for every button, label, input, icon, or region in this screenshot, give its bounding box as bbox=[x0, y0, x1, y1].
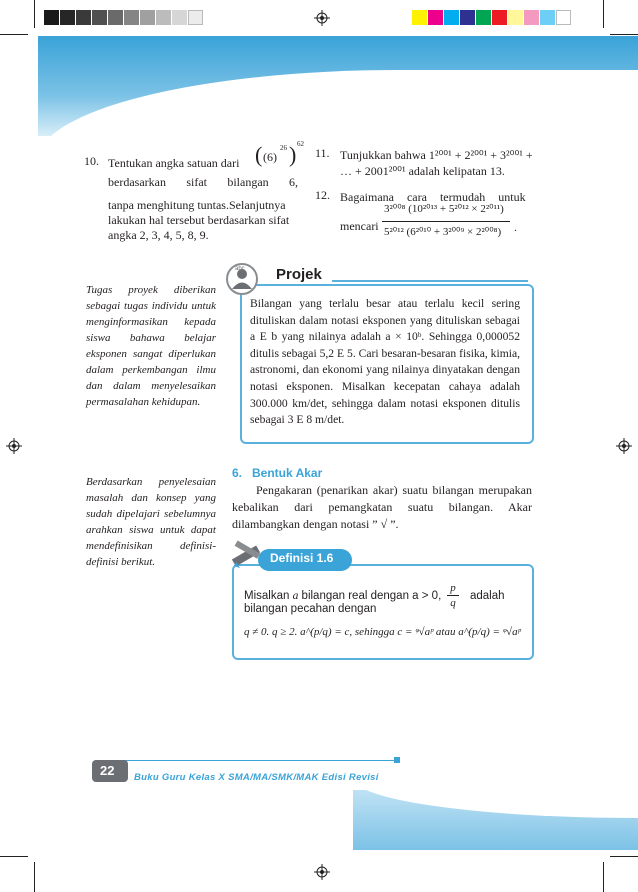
registration-mark-icon bbox=[314, 864, 330, 880]
fraction-numerator: 3²⁰⁰⁸ (10²⁰¹³ + 5²⁰¹² × 2²⁰¹¹) bbox=[384, 203, 504, 215]
projek-icon bbox=[225, 262, 259, 296]
problem-12-fraction bbox=[382, 200, 514, 244]
definition-fraction: p q bbox=[447, 582, 459, 612]
sidebar-note: Tugas proyek diberikan sebagai tugas individu untuk menginformasikan kepada siswa bahawa belajar eksponen sangat diperlukan dalam perkembangan ilmu dan dalam menyelesaikan permasalahan kehidupan. bbox=[86, 284, 216, 408]
problem-number: 12. bbox=[315, 188, 330, 202]
problem-10-line2: berdasarkan sifat bilangan 6, bbox=[108, 175, 298, 189]
crop-mark bbox=[34, 862, 35, 892]
crop-mark bbox=[610, 34, 638, 35]
definition-line1-end: adalah bbox=[470, 590, 505, 602]
registration-mark-icon bbox=[314, 10, 330, 26]
page-number: 22 bbox=[100, 763, 115, 778]
definition-title: Definisi 1.6 bbox=[270, 551, 334, 565]
problem-number: 11. bbox=[315, 146, 330, 160]
definition-line3: q ≠ 0. q ≥ 2. a^(p/q) = c, sehingga c = ᵠ√aᵖ atau a^(p/q) = ᵠ√aᵖ bbox=[244, 626, 521, 638]
crop-mark bbox=[610, 856, 638, 857]
fraction-denominator: 5²⁰¹² (6²⁰¹⁰ + 3²⁰⁰⁹ × 2²⁰⁰⁸) bbox=[384, 226, 502, 238]
crop-mark bbox=[603, 862, 604, 892]
problem-12-line1: Bagaimana cara termudah untuk bbox=[340, 190, 526, 204]
crop-mark bbox=[34, 0, 35, 28]
problem-10-line3: tanpa menghitung tuntas.Selanjutnya bbox=[108, 198, 286, 212]
svg-text:abc: abc bbox=[235, 266, 245, 272]
crop-mark bbox=[0, 34, 28, 35]
registration-mark-icon bbox=[6, 438, 22, 454]
footer-rule-end bbox=[394, 757, 400, 763]
section-paragraph: Pengakaran (penarikan akar) suatu bilangan merupakan kebalikan dari pemangkatan suatu bilangan. Akar dilambangkan dengan notasi ” √ ”. bbox=[232, 483, 532, 531]
projek-title-rule bbox=[332, 280, 528, 282]
book-title: Buku Guru Kelas X SMA/MA/SMK/MAK Edisi Revisi bbox=[134, 772, 379, 783]
crop-mark bbox=[603, 0, 604, 28]
problem-10-expression: ( (6) 26 ) 62 bbox=[255, 140, 304, 167]
problem-number: 10. bbox=[84, 154, 99, 168]
problem-11-line2: … + 2001²⁰⁰¹ adalah kelipatan 13. bbox=[340, 164, 505, 178]
fraction-bar bbox=[382, 221, 510, 222]
problem-12-mencari: mencari bbox=[340, 219, 379, 233]
projek-title: Projek bbox=[276, 266, 322, 283]
section-heading: 6. Bentuk Akar bbox=[232, 466, 323, 480]
registration-mark-icon bbox=[616, 438, 632, 454]
problem-text-line: Tentukan angka satuan dari bbox=[108, 156, 240, 170]
definition-line2: bilangan pecahan dengan bbox=[244, 603, 377, 615]
sidebar-note: Berdasarkan penyelesaian masalah dan konsep yang sudah dipelajari sebelumnya arahkan siswa untuk dapat mendefinisikan definisi-definisi berikut. bbox=[86, 476, 216, 568]
projek-body: Bilangan yang terlalu besar atau terlalu kecil sering dituliskan dalam notasi eksponen yang dituliskan sebagai a E b yang nilainya adalah a × 10ᵇ. Sehingga 0,000052 ditulis sebagai 5,2 E 5. Cari besaran-besaran fisika, kimia, astronomi, dan ekonomi yang nilainya dinyatakan dengan notasi eksponen. Misalkan kecepatan cahaya adalah 300.000 km/det, sehingga dalam notasi eksponen ditulis sebagai 3 E 8 m/det. bbox=[250, 297, 520, 427]
problem-11-line1: Tunjukkan bahwa 1²⁰⁰¹ + 2²⁰⁰¹ + 3²⁰⁰¹ + bbox=[340, 148, 533, 162]
problem-12-end: . bbox=[514, 220, 517, 234]
definition-line1: Misalkan a bilangan real dengan a > 0, bbox=[244, 590, 442, 602]
crop-mark bbox=[0, 856, 28, 857]
footer-rule bbox=[110, 760, 398, 761]
problem-10-line4: lakukan hal tersebut berdasarkan sifat bbox=[108, 213, 290, 227]
problem-10-line5: angka 2, 3, 4, 5, 8, 9. bbox=[108, 228, 209, 242]
